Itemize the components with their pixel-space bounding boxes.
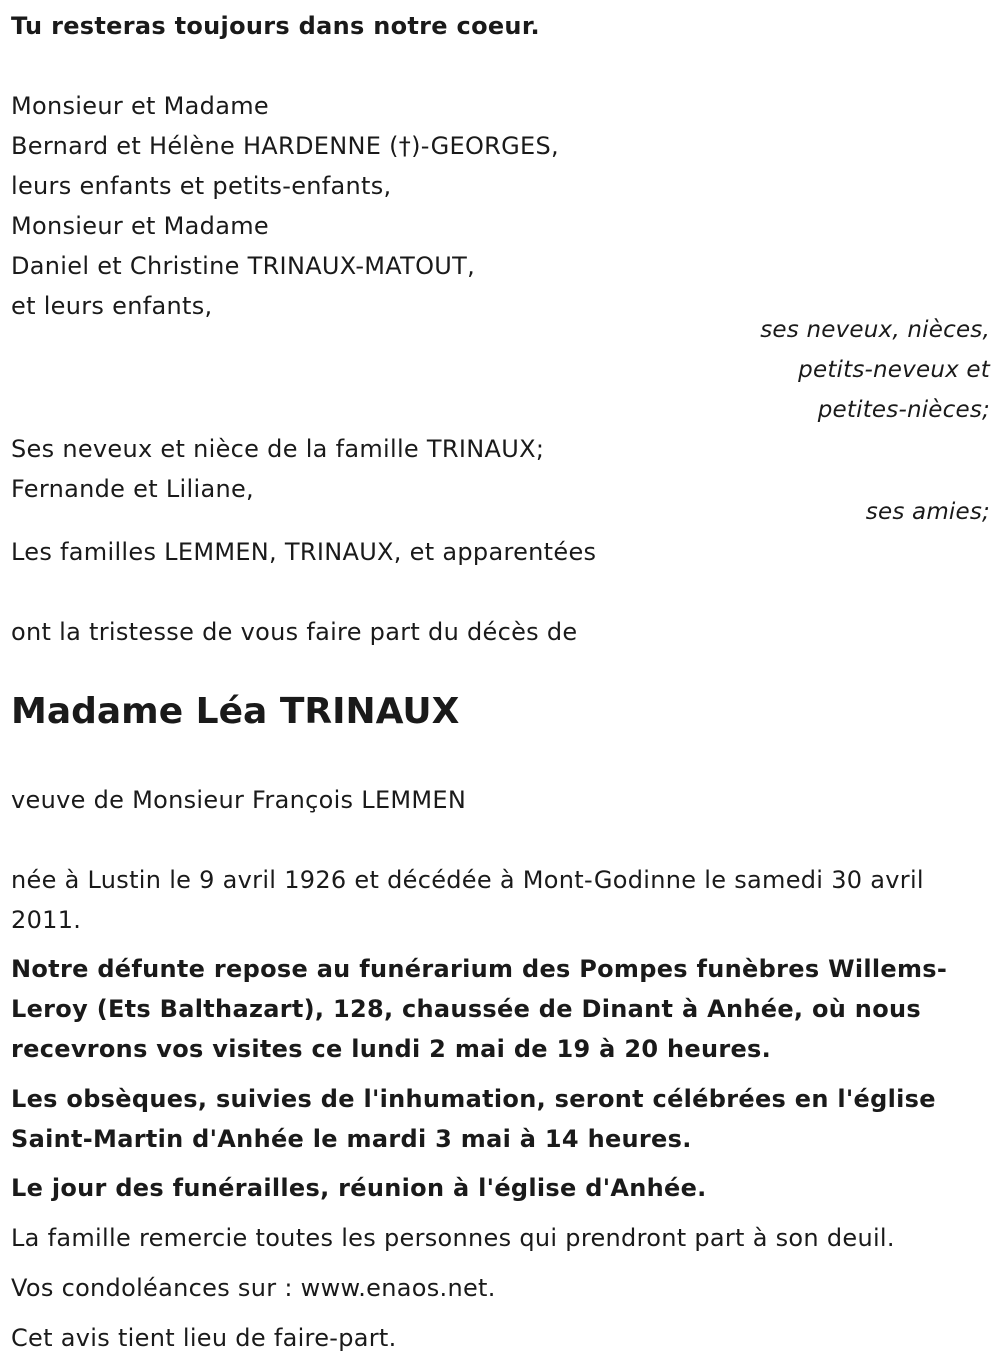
family-line-1: Monsieur et Madame	[11, 92, 269, 120]
relation-nephews-1: ses neveux, nièces,	[760, 317, 990, 343]
thanks: La famille remercie toutes les personnes qui prendront part à son deuil.	[11, 1224, 895, 1252]
friends-names: Fernande et Liliane,	[11, 475, 254, 503]
closing: Cet avis tient lieu de faire-part.	[11, 1324, 397, 1352]
family-line-6: et leurs enfants,	[11, 292, 213, 320]
family-line-2: Bernard et Hélène HARDENNE (†)-GEORGES,	[11, 132, 559, 160]
announcement: ont la tristesse de vous faire part du décès de	[11, 618, 578, 646]
visitation-info: Notre défunte repose au funérarium des Pompes funèbres Willems-Leroy (Ets Balthazart), 128, chaussée de Dinant à Anhée, où nous recevrons vos visites ce lundi 2 mai de 19 à 20 heures.	[11, 955, 948, 1063]
relation-nephews-2: petits-neveux et	[798, 357, 990, 383]
family-line-4: Monsieur et Madame	[11, 212, 269, 240]
heading: Tu resteras toujours dans notre coeur.	[11, 12, 540, 40]
nephews-trinaux: Ses neveux et nièce de la famille TRINAUX;	[11, 435, 545, 463]
family-line-3: leurs enfants et petits-enfants,	[11, 172, 392, 200]
family-line-5: Daniel et Christine TRINAUX-MATOUT,	[11, 252, 476, 280]
widow-of: veuve de Monsieur François LEMMEN	[11, 786, 467, 814]
families: Les familles LEMMEN, TRINAUX, et apparentées	[11, 538, 597, 566]
relation-nephews-3: petites-nièces;	[817, 397, 990, 423]
deceased-name: Madame Léa TRINAUX	[11, 691, 460, 732]
condolences: Vos condoléances sur : www.enaos.net.	[11, 1274, 496, 1302]
birth-death: née à Lustin le 9 avril 1926 et décédée à Mont-Godinne le samedi 30 avril 2011.	[11, 866, 924, 934]
relation-friends: ses amies;	[865, 499, 990, 525]
meeting-info: Le jour des funérailles, réunion à l'église d'Anhée.	[11, 1174, 707, 1202]
funeral-info: Les obsèques, suivies de l'inhumation, seront célébrées en l'église Saint-Martin d'Anhée le mardi 3 mai à 14 heures.	[11, 1085, 936, 1153]
